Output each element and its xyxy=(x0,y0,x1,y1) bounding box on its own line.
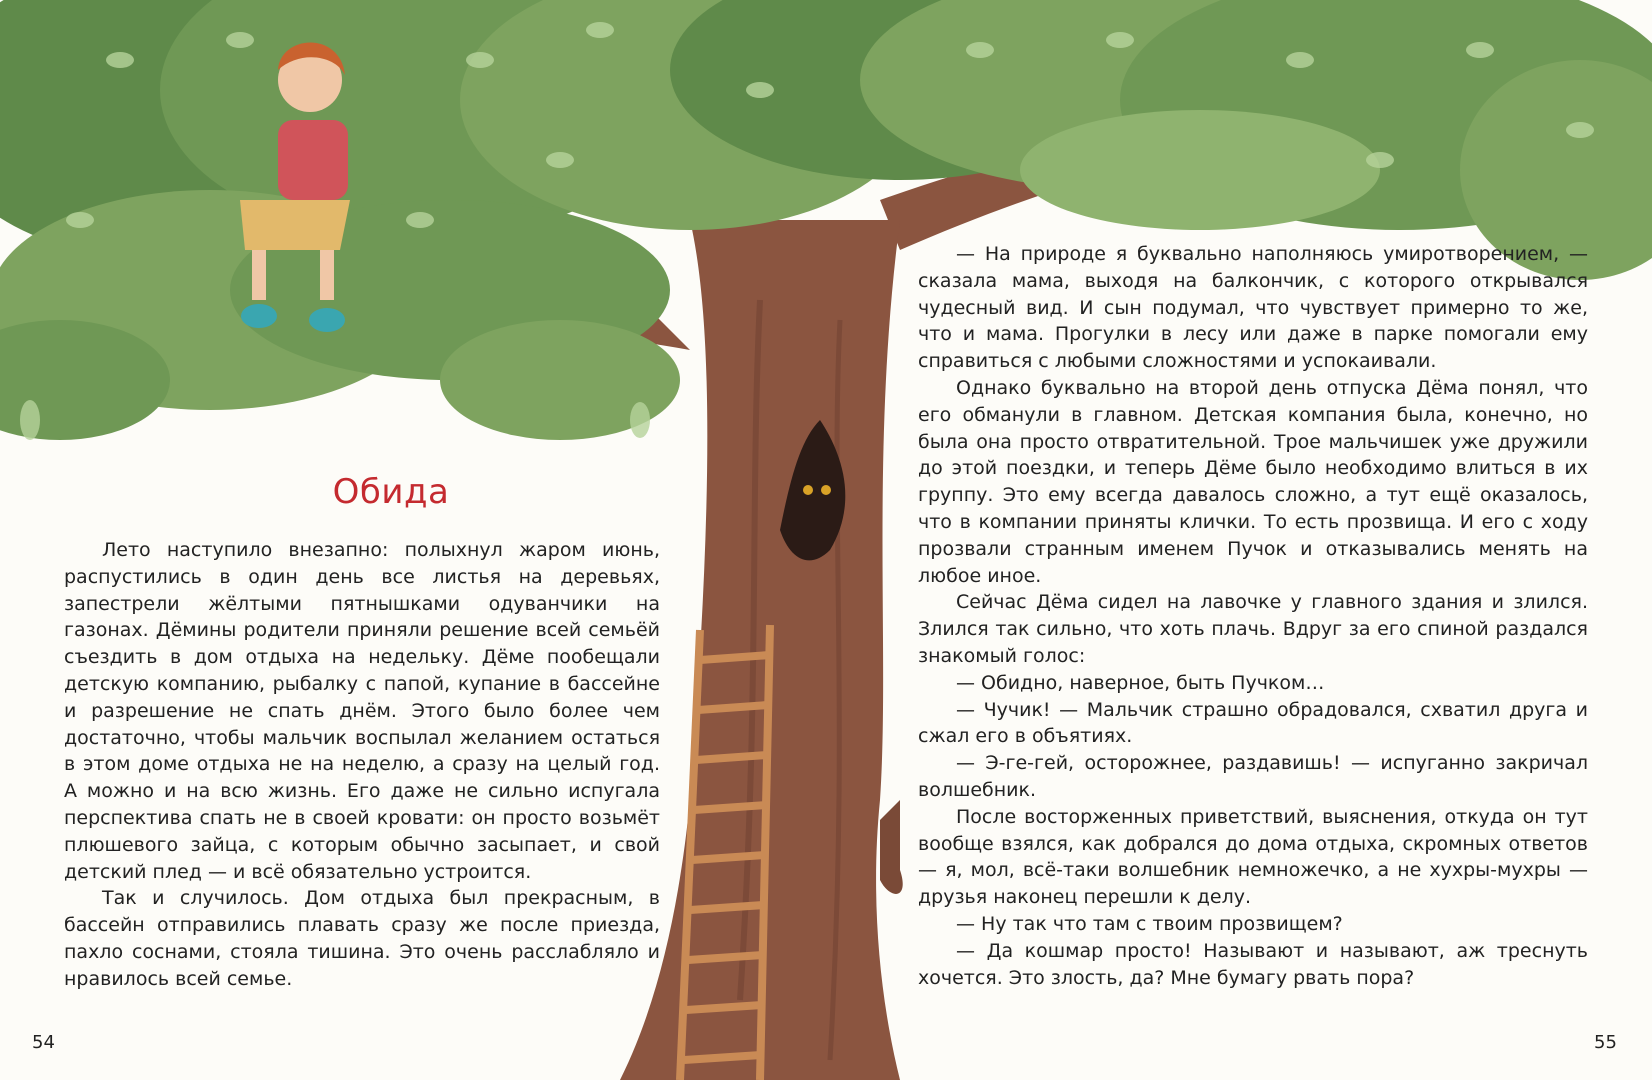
page-number-right: 55 xyxy=(1594,1032,1617,1053)
paragraph: — Чучик! — Мальчик страшно обрадовался, схватил друга и сжал его в объятиях. xyxy=(918,698,1588,748)
paragraph: Однако буквально на второй день отпуска Дёма понял, что его обманули в главном. Детская компания была, конечно, но была она просто отвратительной. Трое мальчишек уже дружили до этой поездки, и теперь Дёме было необходимо влиться в их группу. Это ему всегда давалось сложно, а тут ещё оказалось, что в компании приняты клички. То есть прозвища. И его с ходу прозвали странным именем Пучок и отказывались менять на любое иное. xyxy=(918,376,1588,587)
stump xyxy=(880,800,903,894)
right-page-text xyxy=(918,241,1588,991)
paragraph: Так и случилось. Дом отдыха был прекрасным, в бассейн отправились плавать сразу же после приезда, пахло соснами, стояла тишина. Это очень расслабляло и нравилось всей семье. xyxy=(64,887,660,990)
paragraph: — Да кошмар просто! Называют и называют, аж треснуть хочется. Это злость, да? Мне бумагу рвать пора? xyxy=(918,939,1588,989)
paragraph: После восторженных приветствий, выяснения, откуда он тут вообще взялся, как добрался до дома отдыха, скромных ответов — я, мол, всё-таки волшебник немножечко, а не хухры-мухры — друзья наконец перешли к делу. xyxy=(918,805,1588,909)
owl-eye-left xyxy=(803,485,813,495)
paragraph: — На природе я буквально наполняюсь умиротворением, — сказала мама, выходя на балкончик, с которого открывался чудесный вид. И сын подумал, что чувствует примерно то же, что и мама. Прогулки в лесу или даже в парке помогали ему справиться с любыми сложностями и успокаивали. xyxy=(918,243,1588,373)
paragraph: — Обидно, наверное, быть Пучком… xyxy=(956,671,1325,694)
paragraph: — Ну так что там с твоим прозвищем? xyxy=(956,912,1343,935)
page-number-left: 54 xyxy=(32,1032,55,1053)
page-title: Обида xyxy=(332,472,450,512)
left-page-text xyxy=(64,537,660,993)
owl-eye-right xyxy=(821,485,831,495)
paragraph: — Э-ге-гей, осторожнее, раздавишь! — испуганно закричал волшебник. xyxy=(918,752,1588,801)
paragraph: Лето наступило внезапно: полыхнул жаром июнь, распустились в один день все листья на деревьях, запестрели жёлтыми пятнышками одуванчики на газонах. Дёмины родители приняли решение всей семьёй съездить в дом отдыха на недельку. Дёме пообещали детскую компанию, рыбалку с папой, купание в бассейне и разрешение не спать днём. Этого было более чем достаточно, чтобы мальчик воспылал желанием остаться в этом доме отдыха не на неделю, а сразу на целый год. А можно и на всю жизнь. Его даже не сильно испугала перспектива спать не в своей кровати: он просто возьмёт плюшевого зайца, с которым обычно засыпает, и свой детский плед — и всё обязательно устроится. xyxy=(64,539,660,883)
paragraph: Сейчас Дёма сидел на лавочке у главного здания и злился. Злился так сильно, что хоть плачь. Вдруг за его спиной раздался знакомый голос: xyxy=(918,591,1588,667)
